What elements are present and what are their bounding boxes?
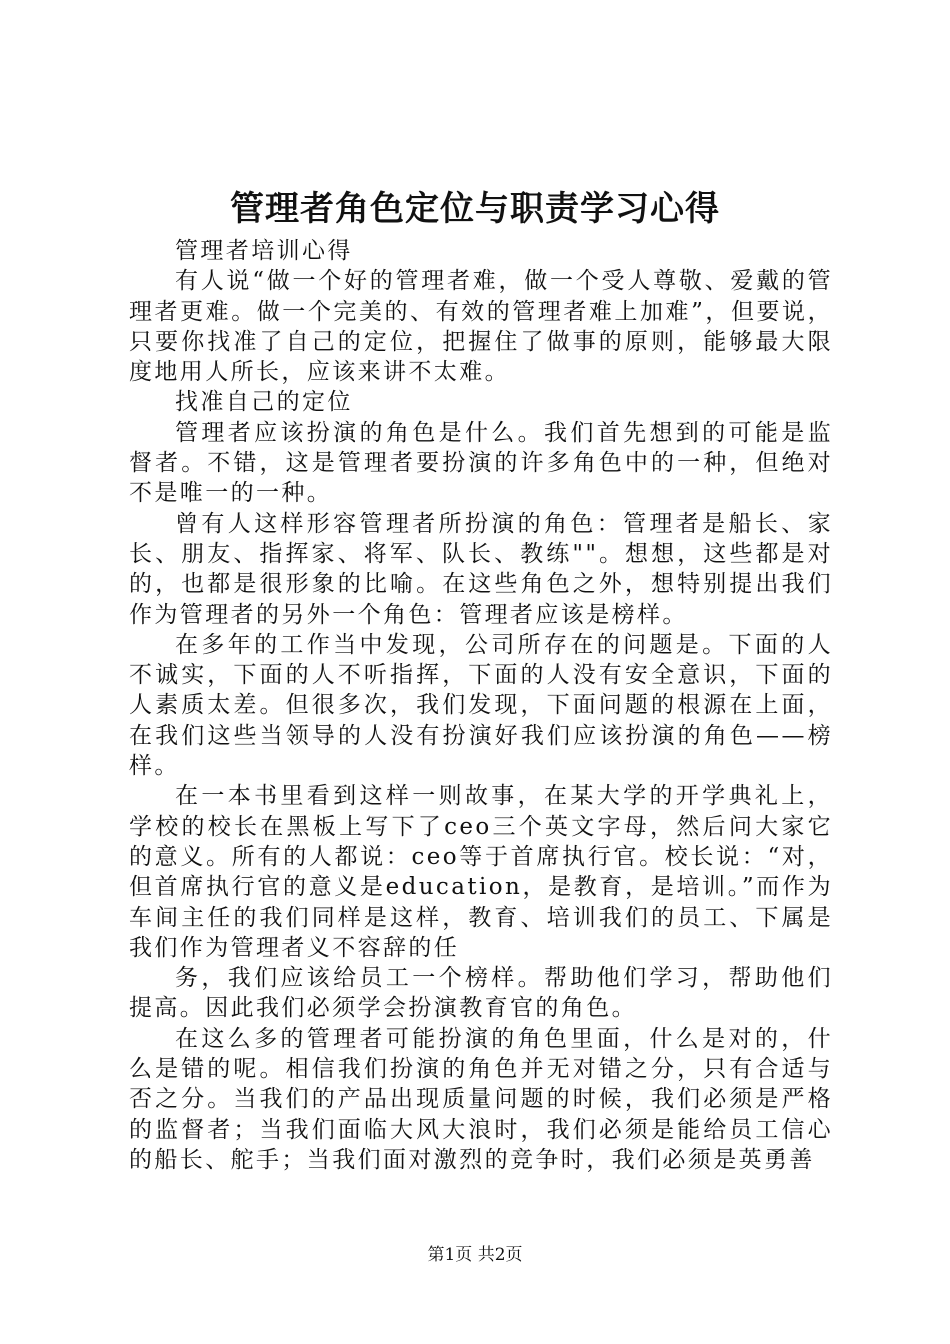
paragraph: 在这么多的管理者可能扮演的角色里面，什么是对的，什么是错的呢。相信我们扮演的角色并无对错之分，只有合适与否之分。当我们的产品出现质量问题的时候，我们必须是严格的监督者；当我们面临大风大浪时，我们必须是能给员工信心的船长、舵手；当我们面对激烈的竞争时，我们必须是英勇善 [129,1025,833,1173]
paragraph: 曾有人这样形容管理者所扮演的角色：管理者是船长、家长、朋友、指挥家、将军、队长、教练""。想想，这些都是对的，也都是很形象的比喻。在这些角色之外，想特别提出我们作为管理者的另外一个角色：管理者应该是榜样。 [129,510,833,628]
paragraph: 务，我们应该给员工一个榜样。帮助他们学习，帮助他们提高。因此我们必须学会扮演教育官的角色。 [129,965,833,1022]
section-heading: 找准自己的定位 [175,389,353,416]
document-title: 管理者角色定位与职责学习心得 [230,189,720,229]
paragraph: 在多年的工作当中发现，公司所存在的问题是。下面的人不诚实，下面的人不听指挥，下面的人没有安全意识，下面的人素质太差。但很多次，我们发现，下面问题的根源在上面，在我们这些当领导的人没有扮演好我们应该扮演的角色——榜样。 [129,631,833,780]
paragraph-subtitle: 管理者培训心得 [175,238,353,264]
paragraph: 管理者应该扮演的角色是什么。我们首先想到的可能是监督者。不错，这是管理者要扮演的许多角色中的一种，但绝对不是唯一的一种。 [129,419,833,507]
paragraph: 在一本书里看到这样一则故事，在某大学的开学典礼上，学校的校长在黑板上写下了ceo三个英文字母，然后问大家它的意义。所有的人都说：ceo等于首席执行官。校长说：“对，但首席执行官的意义是education，是教育，是培训。”而作为车间主任的我们同样是这样，教育、培训我们的员工、下属是我们作为管理者义不容辞的任 [129,783,833,961]
paragraph: 有人说“做一个好的管理者难，做一个受人尊敬、爱戴的管理者更难。做一个完美的、有效的管理者难上加难”，但要说，只要你找准了自己的定位，把握住了做事的原则，能够最大限度地用人所长，应该来讲不太难。 [129,268,833,386]
page-footer: 第1页 共2页 [427,1245,523,1265]
document-body [129,236,833,1175]
